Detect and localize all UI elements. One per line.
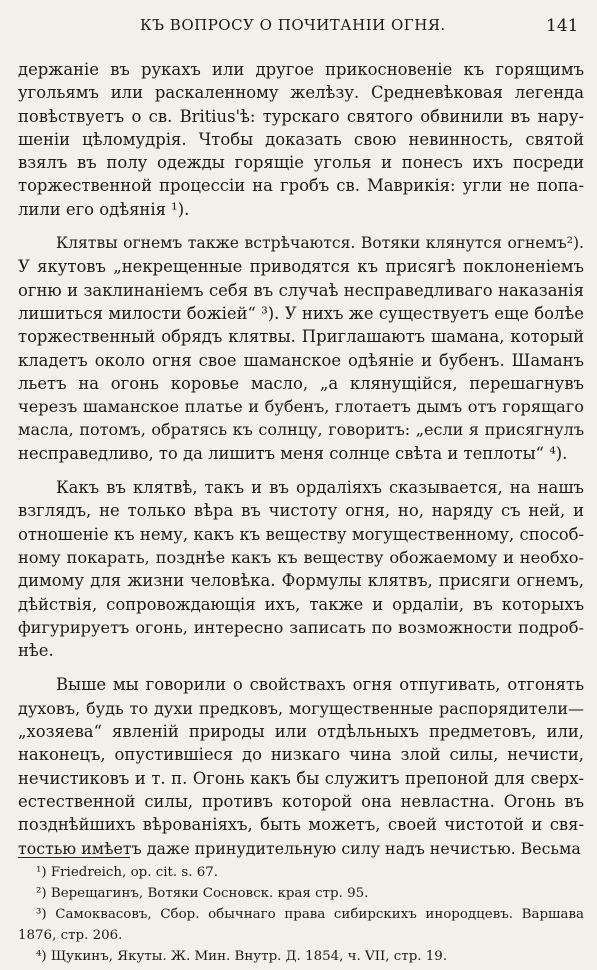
paragraph [18, 232, 584, 465]
text-line: духовъ, будь то духи предковъ, могущественные распорядители— [18, 698, 584, 718]
text-line: повѣствуетъ о св. Britius'ѣ: турскаго святого обвинили въ нару- [18, 106, 584, 126]
text-line: дѣйствія, сопровождающія ихъ, также и ордаліи, въ которыхъ [18, 594, 584, 614]
text-line: фигурируетъ огонь, интересно записать по возможности подроб- [18, 617, 584, 637]
footnote [18, 946, 584, 967]
text-line: Клятвы огнемъ также встрѣчаются. Вотяки клянутся огнемъ²). [56, 234, 584, 253]
text-line: масла, потомъ, обратясь къ солнцу, говоритъ: „если я присягнулъ [18, 420, 584, 440]
text-line: отношеніе къ нему, какъ къ веществу могущественному, способ- [18, 524, 584, 544]
text-line: черезъ шаманское платье и бубенъ, глотаетъ дымъ отъ горящаго [18, 397, 584, 417]
footnote-line: ²) Верещагинъ, Вотяки Сосновск. края стр. 95. [36, 886, 369, 901]
text-line: У якутовъ „некрещенные приводятся къ присягѣ поклоненіемъ [18, 257, 584, 277]
text-line: огню и заклинаніемъ себя въ случаѣ несправедливаго наказанія [18, 280, 584, 300]
text-line: несправедливо, то да лишитъ меня солнце свѣта и теплоты“ ⁴). [18, 443, 568, 463]
footnote [18, 862, 584, 883]
text-line: взглядъ, не только вѣра въ чистоту огня, но, наряду съ ней, и [18, 501, 584, 521]
paragraph-gap [18, 662, 584, 673]
footnote-line: ⁴) Щукинъ, Якуты. Ж. Мин. Внутр. Д. 1854, ч. VII, стр. 19. [36, 949, 448, 964]
text-line: кладетъ около огня свое шаманское одѣяніе и бубенъ. Шаманъ [18, 350, 584, 370]
text-line: лили его одѣянія ¹). [18, 199, 190, 219]
text-line: наконецъ, опустившіеся до низкаго чина злой силы, нечисти, [18, 745, 584, 765]
text-line: Какъ въ клятвѣ, такъ и въ ордаліяхъ сказывается, на нашъ [56, 478, 584, 498]
text-line: угольямъ или раскаленному желѣзу. Средневѣковая легенда [18, 83, 584, 103]
text-line: шеніи цѣломудрія. Чтобы доказать свою невинность, святой [18, 129, 584, 149]
text-line: держаніе въ рукахъ или другое прикосновеніе къ горящимъ [18, 60, 584, 79]
footnote [18, 883, 584, 904]
text-line: тостью имѣетъ даже принудительную силу надъ нечистью. Весьма [18, 838, 581, 858]
paragraph-gap [18, 221, 584, 232]
footnote-line: ¹) Friedreich, op. cit. s. 67. [36, 865, 219, 880]
text-line: торжественный обрядъ клятвы. Приглашаютъ шамана, который [18, 327, 584, 347]
text-line: торжественной процессіи на гробъ св. Маврикія: угли не попа- [18, 176, 584, 196]
footnotes [18, 862, 584, 967]
text-line: естественной силы, противъ которой она невластна. Огонь въ [18, 791, 584, 811]
footnote [18, 904, 584, 946]
paragraph-gap [18, 465, 584, 476]
text-line: Выше мы говорили о свойствахъ огня отпугивать, отгонять [56, 675, 584, 695]
text-line: лишиться милости божіей“ ³). У нихъ же существуетъ еще болѣе [18, 303, 584, 323]
text-line: льетъ на огонь коровье масло, „а клянущійся, перешагнувъ [18, 373, 584, 393]
paragraph [18, 673, 584, 859]
paragraph [18, 58, 584, 221]
text-line: взялъ въ полу одежды горящіе уголья и понесъ ихъ посреди [18, 153, 584, 173]
main-text [18, 58, 584, 860]
footnote-line: ³) Самоквасовъ, Сбор. обычнаго права сибирскихъ инородцевъ. Варшава [36, 907, 584, 922]
footnote-rule [18, 857, 130, 858]
text-line: ному покарать, позднѣе какъ къ веществу обожаемому и необхо- [18, 547, 584, 567]
text-line: димому для жизни человѣка. Формулы клятвъ, присяги огнемъ, [18, 571, 584, 591]
page-header [0, 10, 597, 40]
text-line: нѣе. [18, 641, 54, 661]
text-line: нечистиковъ и т. п. Огонь какъ бы служитъ препоной для сверх- [18, 768, 584, 788]
text-line: позднѣйшихъ вѣрованіяхъ, быть можетъ, своей чистотой и свя- [18, 815, 584, 835]
text-line: „хозяева“ явленій природы или отдѣльныхъ предметовъ, или, [18, 722, 584, 742]
paragraph [18, 476, 584, 662]
page-number: 141 [546, 16, 579, 36]
running-head: КЪ ВОПРОСУ О ПОЧИТАНІИ ОГНЯ. [140, 16, 446, 34]
footnote-line: 1876, стр. 206. [18, 928, 123, 943]
